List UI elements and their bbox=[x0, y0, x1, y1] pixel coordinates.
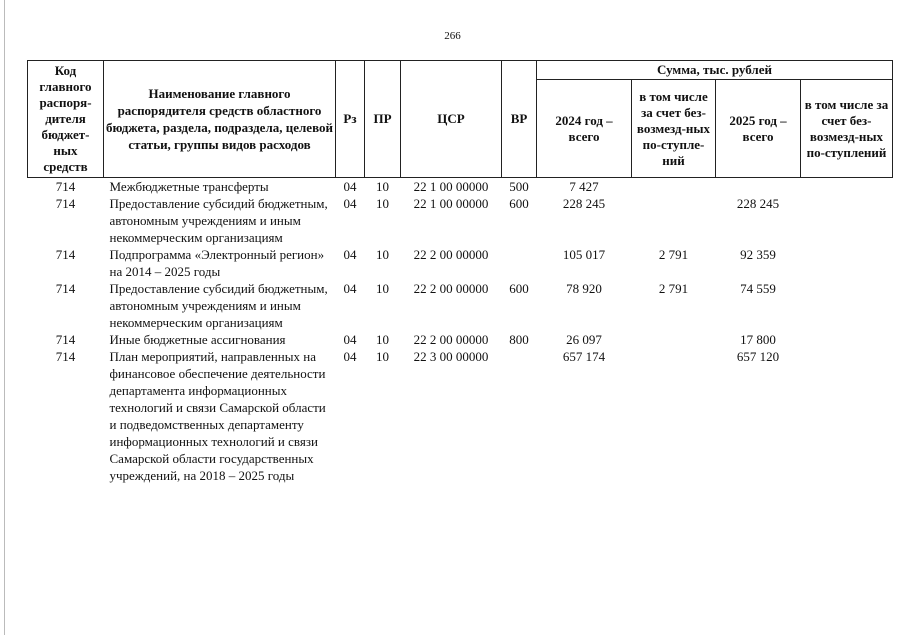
cell-2025-total: 17 800 bbox=[740, 332, 776, 347]
cell-csr: 22 2 00 00000 bbox=[413, 281, 489, 296]
header-2025-bezv: в том числе за счет без-возмезд-ных по-ступлений bbox=[801, 80, 893, 178]
table-row bbox=[28, 280, 893, 331]
cell-pr: 10 bbox=[376, 332, 389, 347]
cell-2025-bezv bbox=[801, 195, 893, 246]
header-pr: ПР bbox=[365, 61, 401, 178]
cell-pr: 10 bbox=[376, 196, 389, 211]
page-number: 266 bbox=[444, 30, 461, 42]
table-row bbox=[28, 178, 893, 196]
table-row bbox=[28, 348, 893, 484]
header-code: Код главного распоря-дителя бюджет-ных средств bbox=[28, 61, 104, 178]
cell-2025-total: 657 120 bbox=[736, 349, 780, 364]
budget-table bbox=[27, 60, 893, 484]
header-vr: ВР bbox=[502, 61, 537, 178]
cell-rz: 04 bbox=[343, 349, 357, 364]
cell-vr: 500 bbox=[509, 179, 529, 194]
cell-2024-bezv bbox=[632, 178, 716, 196]
cell-rz: 04 bbox=[343, 332, 357, 347]
cell-2025-total: 228 245 bbox=[736, 196, 780, 211]
cell-2024-total: 228 245 bbox=[562, 196, 606, 211]
table-row bbox=[28, 195, 893, 246]
cell-2025-bezv bbox=[801, 331, 893, 348]
cell-2024-total: 105 017 bbox=[562, 247, 606, 262]
cell-csr: 22 3 00 00000 bbox=[413, 349, 489, 364]
header-name: Наименование главного распорядителя средств областного бюджета, раздела, подраздела, целевой статьи, группы видов расходов bbox=[104, 61, 336, 178]
cell-csr: 22 1 00 00000 bbox=[413, 179, 489, 194]
cell-vr: 600 bbox=[509, 196, 529, 211]
cell-code: 714 bbox=[55, 332, 76, 347]
cell-code: 714 bbox=[55, 281, 76, 296]
cell-code: 714 bbox=[55, 349, 76, 364]
cell-code: 714 bbox=[55, 196, 76, 211]
cell-code: 714 bbox=[55, 247, 76, 262]
cell-2024-total: 26 097 bbox=[566, 332, 602, 347]
cell-pr: 10 bbox=[376, 247, 389, 262]
cell-name: План мероприятий, направленных на финансовое обеспечение деятельности департамента информационных технологий и связи Самарской области и подведомственных департаменту информационных технологий и связи Самарской области государственных учреждений, на 2018 – 2025 годы bbox=[109, 349, 326, 483]
cell-code: 714 bbox=[55, 179, 76, 194]
cell-csr: 22 2 00 00000 bbox=[413, 247, 489, 262]
header-2024-total: 2024 год – всего bbox=[537, 80, 632, 178]
scan-edge-line bbox=[4, 0, 5, 635]
cell-2024-bezv bbox=[632, 331, 716, 348]
cell-name: Предоставление субсидий бюджетным, автономным учреждениям и иным некоммерческим организациям bbox=[109, 196, 328, 245]
cell-2025-total: 92 359 bbox=[740, 247, 776, 262]
table-row bbox=[28, 246, 893, 280]
cell-rz: 04 bbox=[343, 179, 357, 194]
header-2024-bezv: в том числе за счет без-возмезд-ных по-ступле-ний bbox=[632, 80, 716, 178]
cell-2025-bezv bbox=[801, 178, 893, 196]
cell-name: Предоставление субсидий бюджетным, автономным учреждениям и иным некоммерческим организациям bbox=[109, 281, 328, 330]
cell-pr: 10 bbox=[376, 179, 389, 194]
table-body bbox=[28, 178, 893, 485]
cell-2024-bezv: 2 791 bbox=[658, 281, 689, 296]
cell-vr bbox=[502, 348, 537, 484]
cell-2024-total: 78 920 bbox=[566, 281, 602, 296]
cell-rz: 04 bbox=[343, 247, 357, 262]
cell-2025-total bbox=[716, 178, 801, 196]
cell-pr: 10 bbox=[376, 349, 389, 364]
table-row bbox=[28, 331, 893, 348]
cell-2024-total: 657 174 bbox=[562, 349, 606, 364]
header-rz: Рз bbox=[336, 61, 365, 178]
cell-2025-total: 74 559 bbox=[740, 281, 776, 296]
cell-2025-bezv bbox=[801, 280, 893, 331]
cell-pr: 10 bbox=[376, 281, 389, 296]
cell-csr: 22 1 00 00000 bbox=[413, 196, 489, 211]
header-2025-total: 2025 год – всего bbox=[716, 80, 801, 178]
cell-2024-bezv: 2 791 bbox=[658, 247, 689, 262]
table-header bbox=[28, 61, 893, 178]
cell-name: Межбюджетные трансферты bbox=[109, 179, 269, 194]
cell-2024-total: 7 427 bbox=[569, 179, 599, 194]
header-csr: ЦСР bbox=[401, 61, 502, 178]
cell-rz: 04 bbox=[343, 281, 357, 296]
cell-vr: 600 bbox=[509, 281, 529, 296]
cell-vr: 800 bbox=[509, 332, 529, 347]
cell-rz: 04 bbox=[343, 196, 357, 211]
header-sum: Сумма, тыс. рублей bbox=[537, 61, 893, 80]
cell-csr: 22 2 00 00000 bbox=[413, 332, 489, 347]
cell-2025-bezv bbox=[801, 348, 893, 484]
cell-name: Иные бюджетные ассигнования bbox=[109, 332, 286, 347]
cell-name: Подпрограмма «Электронный регион» на 2014 – 2025 годы bbox=[109, 247, 325, 279]
cell-vr bbox=[502, 246, 537, 280]
cell-2024-bezv bbox=[632, 348, 716, 484]
cell-2025-bezv bbox=[801, 246, 893, 280]
cell-2024-bezv bbox=[632, 195, 716, 246]
